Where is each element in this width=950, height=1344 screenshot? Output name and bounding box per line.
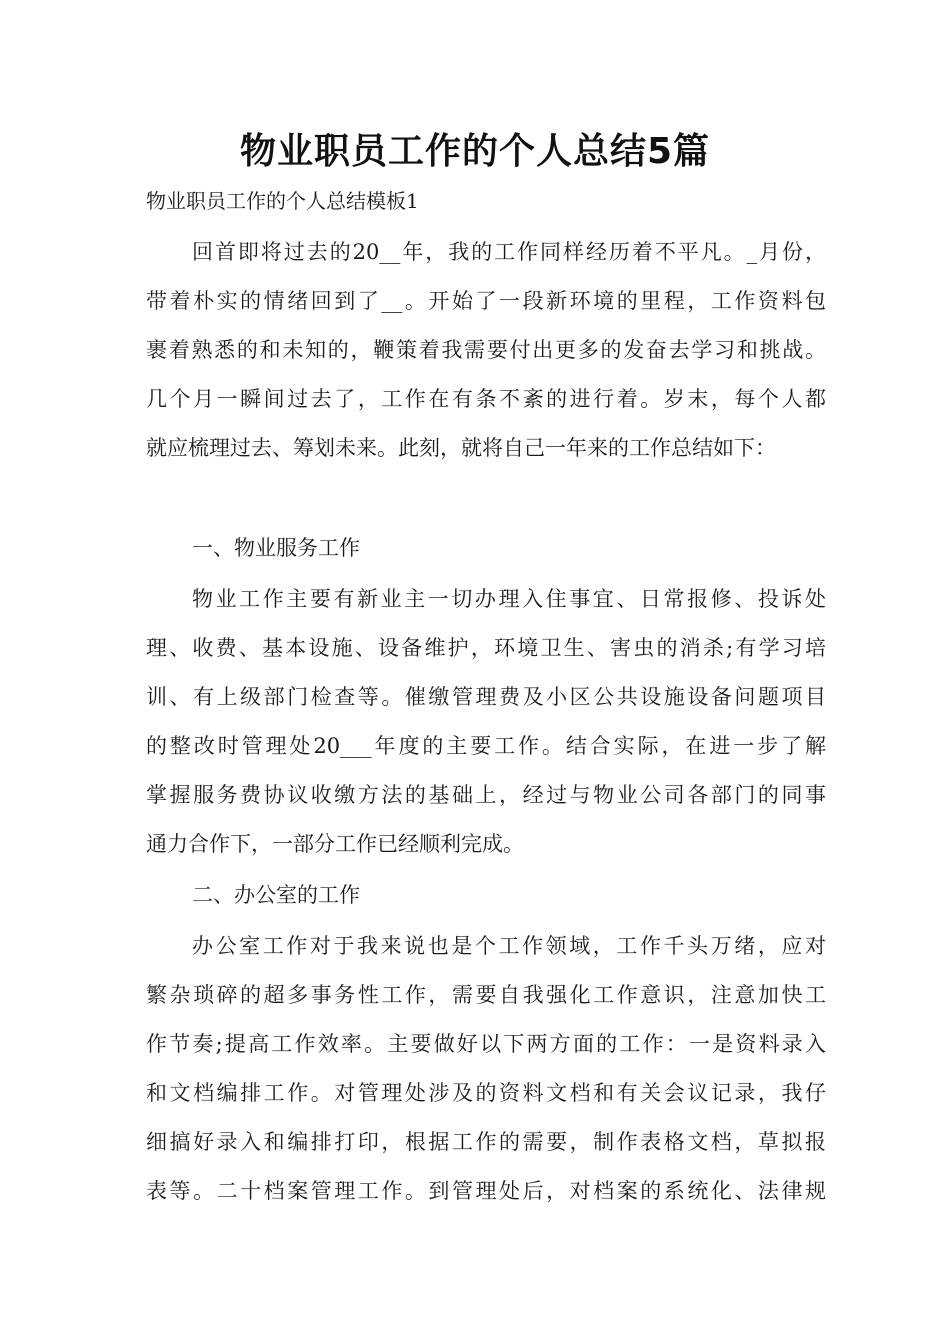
section1-line-4: 的整改时管理处20___年度的主要工作。结合实际，在进一步了解 [146,734,826,758]
document-title: 物业职员工作的个人总结5篇 [239,131,711,172]
section2-line-2: 繁杂琐碎的超多事务性工作，需要自我强化工作意识，注意加快工 [146,983,826,1007]
section2-line-5: 细搞好录入和编排打印，根据工作的需要，制作表格文档，草拟报 [146,1130,826,1154]
section2-line-3: 作节奏;提高工作效率。主要做好以下两方面的工作：一是资料录入 [146,1032,826,1056]
intro-line-2: 带着朴实的情绪回到了__。开始了一段新环境的里程，工作资料包 [146,289,826,313]
section1-line-2: 理、收费、基本设施、设备维护，环境卫生、害虫的消杀;有学习培 [146,636,826,660]
intro-line-1: 回首即将过去的20__年，我的工作同样经历着不平凡。_月份， [192,240,826,264]
section2-line-1: 办公室工作对于我来说也是个工作领域，工作千头万绪，应对 [192,934,826,958]
intro-line-4: 几个月一瞬间过去了，工作在有条不紊的进行着。岁末，每个人都 [146,387,826,411]
section-heading-2: 二、办公室的工作 [192,883,360,907]
section2-line-4: 和文档编排工作。对管理处涉及的资料文档和有关会议记录，我仔 [146,1081,826,1105]
section1-line-1: 物业工作主要有新业主一切办理入住事宜、日常报修、投诉处 [192,587,826,611]
section1-line-5: 掌握服务费协议收缴方法的基础上，经过与物业公司各部门的同事 [146,783,826,807]
intro-line-5: 就应梳理过去、筹划未来。此刻，就将自己一年来的工作总结如下： [146,436,776,460]
section1-line-3: 训、有上级部门检查等。催缴管理费及小区公共设施设备问题项目 [146,685,826,709]
section2-line-6: 表等。二十档案管理工作。到管理处后，对档案的系统化、法律规 [146,1179,826,1203]
document-subtitle: 物业职员工作的个人总结模板1 [146,189,419,213]
section-heading-1: 一、物业服务工作 [192,536,360,560]
section1-line-6: 通力合作下，一部分工作已经顺利完成。 [146,832,524,856]
intro-line-3: 裹着熟悉的和未知的，鞭策着我需要付出更多的发奋去学习和挑战。 [146,338,826,362]
